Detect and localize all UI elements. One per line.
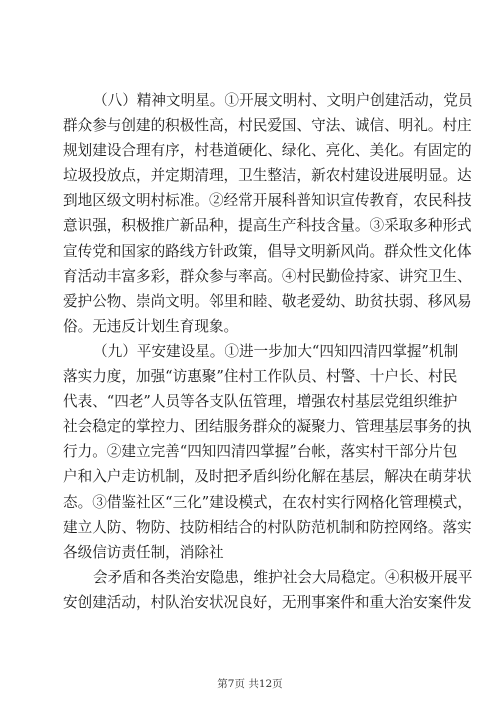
text-line: 意识强，积极推广新品种，提高生产科技含量。③采取多种形式 (63, 217, 472, 235)
paragraph-section-9 (63, 339, 472, 565)
text-line: 到地区级文明村标准。②经常开展科普知识宣传教育，农民科技 (63, 192, 472, 210)
text-line: 落实力度，加强“访惠聚”住村工作队员、村警、十户长、村民 (63, 368, 458, 386)
paragraph-continuation (63, 565, 473, 615)
text-line: 宣传党和国家的路线方针政策，倡导文明新风尚。群众性文化体 (63, 242, 472, 260)
text-line: 安创建活动，村队治安状况良好，无刑事案件和重大治安案件发 (63, 593, 472, 611)
text-line: 规划建设合理有序，村巷道硬化、绿化、亮化、美化。有固定的 (63, 142, 472, 160)
text-line: 社会稳定的掌控力、团结服务群众的凝聚力、管理基层事务的执 (63, 418, 472, 436)
text-line: 态。③借鉴社区“三化”建设模式，在农村实行网格化管理模式， (63, 493, 472, 511)
text-line: 户和入户走访机制，及时把矛盾纠纷化解在基层，解决在萌芽状 (63, 468, 472, 486)
text-line: （九）平安建设星。①进一步加大“四知四清四掌握”机制 (93, 342, 459, 360)
text-line: 代表、“四老”人员等各支队伍管理，增强农村基层党组织维护 (63, 393, 458, 411)
text-line: 群众参与创建的积极性高，村民爱国、守法、诚信、明礼。村庄 (63, 117, 472, 135)
text-line: 垃圾投放点，并定期清理，卫生整洁，新农村建设进展明显。达 (63, 167, 472, 185)
text-line: 各级信访责任制，消除社 (63, 543, 224, 561)
text-line: 行力。②建立完善“四知四清四掌握”台帐，落实村干部分片包 (63, 443, 458, 461)
page-number-footer: 第7页 共12页 (217, 678, 283, 690)
paragraph-section-8 (63, 88, 473, 339)
text-line: 建立人防、物防、技防相结合的村队防范机制和防控网络。落实 (63, 518, 472, 536)
text-line: （八）精神文明星。①开展文明村、文明户创建活动，党员 (93, 92, 473, 109)
text-line: 会矛盾和各类治安隐患，维护社会大局稳定。④积极开展平 (93, 568, 473, 586)
text-line: 育活动丰富多彩，群众参与率高。④村民勤俭持家、讲究卫生、 (63, 267, 472, 285)
text-line: 爱护公物、崇尚文明。邻里和睦、敬老爱幼、助贫扶弱、移风易 (63, 292, 472, 310)
text-line: 俗。无违反计划生育现象。 (63, 317, 239, 335)
document-body (63, 88, 473, 615)
